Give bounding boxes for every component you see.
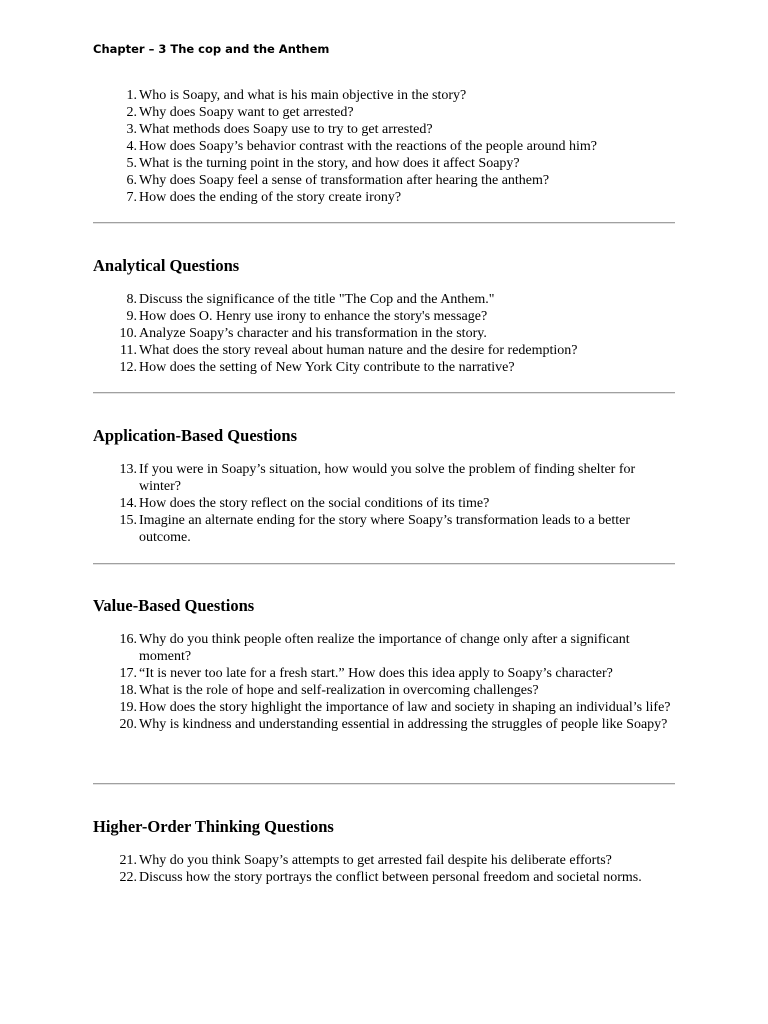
question-text: How does Soapy’s behavior contrast with the reactions of the people around him? — [139, 139, 597, 154]
question-number: 10. — [119, 326, 137, 341]
question-item — [93, 716, 675, 733]
question-list — [93, 461, 675, 546]
question-number: 5. — [126, 156, 137, 171]
section-heading: Higher-Order Thinking Questions — [93, 817, 334, 836]
question-text: Discuss how the story portrays the conflict between personal freedom and societal norms. — [139, 870, 642, 885]
section-divider — [93, 222, 675, 224]
section-divider — [93, 563, 675, 565]
question-item — [93, 325, 675, 342]
question-number: 11. — [120, 343, 137, 358]
question-text: What methods does Soapy use to try to get arrested? — [139, 122, 433, 137]
question-number: 19. — [119, 700, 137, 715]
question-text: What is the role of hope and self-realization in overcoming challenges? — [139, 683, 539, 698]
question-text: What is the turning point in the story, and how does it affect Soapy? — [139, 156, 520, 171]
question-item — [93, 189, 675, 206]
question-number: 16. — [119, 632, 137, 647]
question-item — [93, 852, 675, 869]
question-text: “It is never too late for a fresh start.” How does this idea apply to Soapy’s character? — [139, 666, 613, 681]
section-higher-order — [93, 817, 675, 886]
question-text: Analyze Soapy’s character and his transformation in the story. — [139, 326, 487, 341]
question-number: 7. — [126, 190, 137, 205]
question-text: Discuss the significance of the title "The Cop and the Anthem." — [139, 292, 495, 307]
question-text: Why does Soapy feel a sense of transformation after hearing the anthem? — [139, 173, 550, 188]
question-text: Why does Soapy want to get arrested? — [139, 105, 354, 120]
page-header-title: Chapter – 3 The cop and the Anthem — [93, 42, 330, 56]
question-text: Who is Soapy, and what is his main objective in the story? — [139, 88, 467, 103]
question-item — [93, 665, 675, 682]
question-number: 13. — [119, 462, 137, 477]
question-item — [93, 869, 675, 886]
section-heading: Analytical Questions — [93, 256, 240, 275]
section-general — [93, 87, 675, 206]
question-item — [93, 359, 675, 376]
question-item — [93, 104, 675, 121]
question-item — [93, 495, 675, 512]
question-number: 12. — [119, 360, 137, 375]
question-text: How does O. Henry use irony to enhance the story's message? — [139, 309, 488, 324]
question-item — [93, 121, 675, 138]
question-number: 17. — [119, 666, 137, 681]
question-list — [93, 631, 675, 733]
question-list — [93, 87, 675, 206]
question-text: What does the story reveal about human nature and the desire for redemption? — [139, 343, 578, 358]
question-item — [93, 461, 675, 495]
section-heading: Application-Based Questions — [93, 426, 297, 445]
question-text: How does the setting of New York City contribute to the narrative? — [139, 360, 515, 375]
question-number: 6. — [126, 173, 137, 188]
question-item — [93, 308, 675, 325]
question-number: 1. — [126, 88, 137, 103]
question-item — [93, 291, 675, 308]
question-number: 21. — [119, 853, 137, 868]
question-item — [93, 172, 675, 189]
question-number: 8. — [126, 292, 137, 307]
question-text: If you were in Soapy’s situation, how would you solve the problem of finding shelter for winter? — [139, 462, 636, 494]
question-text: Why do you think people often realize the importance of change only after a significant moment? — [139, 632, 630, 664]
question-number: 15. — [119, 513, 137, 528]
section-divider — [93, 783, 675, 785]
question-list — [93, 852, 675, 886]
question-item — [93, 512, 675, 546]
question-text: Imagine an alternate ending for the story where Soapy’s transformation leads to a better outcome. — [139, 513, 630, 545]
question-text: How does the story reflect on the social conditions of its time? — [139, 496, 490, 511]
question-item — [93, 155, 675, 172]
question-number: 22. — [119, 870, 137, 885]
section-value — [93, 596, 675, 733]
question-number: 18. — [119, 683, 137, 698]
question-text: How does the ending of the story create irony? — [139, 190, 402, 205]
section-application — [93, 426, 675, 546]
section-analytical — [93, 256, 675, 376]
section-heading: Value-Based Questions — [93, 596, 255, 615]
question-item — [93, 138, 675, 155]
question-text: Why is kindness and understanding essential in addressing the struggles of people like Soapy? — [139, 717, 668, 732]
question-item — [93, 342, 675, 359]
question-number: 9. — [126, 309, 137, 324]
question-item — [93, 87, 675, 104]
question-item — [93, 631, 675, 665]
question-text: Why do you think Soapy’s attempts to get arrested fail despite his deliberate efforts? — [139, 853, 612, 868]
question-list — [93, 291, 675, 376]
question-item — [93, 682, 675, 699]
question-number: 3. — [126, 122, 137, 137]
question-number: 4. — [126, 139, 137, 154]
question-number: 20. — [119, 717, 137, 732]
question-item — [93, 699, 675, 716]
section-divider — [93, 392, 675, 394]
question-number: 14. — [119, 496, 137, 511]
question-text: How does the story highlight the importance of law and society in shaping an individual’s life? — [139, 700, 671, 715]
question-number: 2. — [126, 105, 137, 120]
